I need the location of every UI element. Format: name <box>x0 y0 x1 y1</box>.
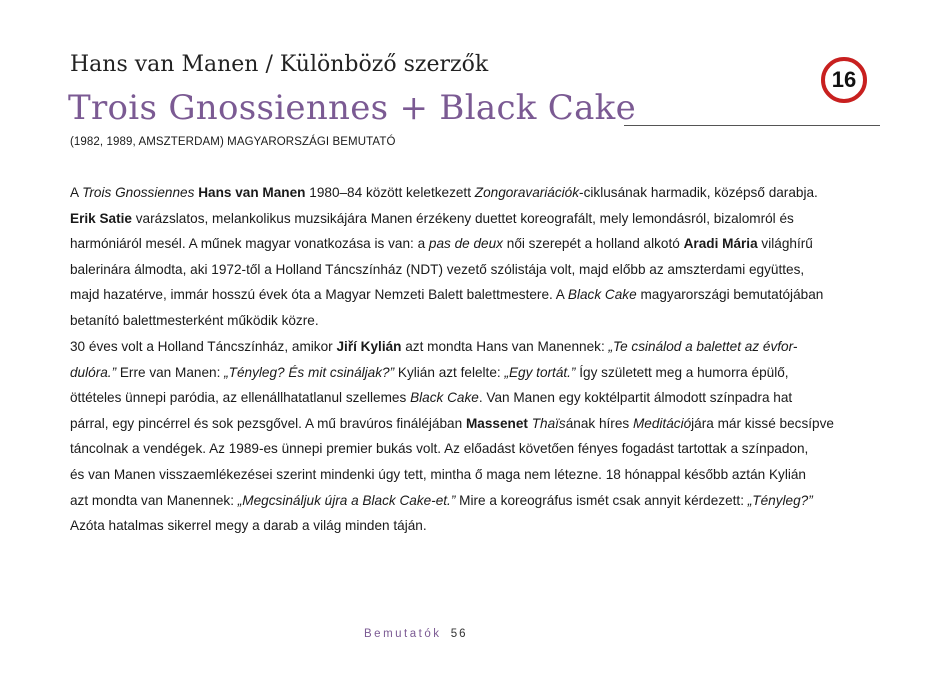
quote: „Egy tortát.” <box>504 364 576 380</box>
text-run: Kylián azt felelte: <box>394 364 505 380</box>
text-run: Így született meg a humorra épülő, <box>575 364 789 380</box>
work-title: Black Cake <box>567 287 637 303</box>
footer-section-label: Bemutatók <box>364 628 442 640</box>
text-line <box>70 308 870 334</box>
text-run: . Van Manen egy koktélpartit álmodott színpadra hat <box>478 390 793 406</box>
premiere-subtitle: (1982, 1989, AMSZTERDAM) MAGYARORSZÁGI BEMUTATÓ <box>70 136 396 148</box>
text-line <box>70 411 870 437</box>
text-run: táncolnak a vendégek. Az 1989-es ünnepi premier bukás volt. Az előadást követően fényes fogadást tartottak a színpadon, <box>70 441 809 457</box>
text-run: ának híres <box>565 415 633 431</box>
text-line <box>70 436 870 462</box>
text-line <box>70 257 870 283</box>
text-run: párral, egy pincérrel és sok pezsgővel. A mű bravúros fináléjában <box>70 415 466 431</box>
paragraph-2 <box>70 334 870 539</box>
age-rating-badge: 16 <box>821 57 867 103</box>
text-run: -ciklusának harmadik, középső darabja. <box>579 185 818 200</box>
work-title: Zongoravariációk <box>474 185 580 200</box>
quote: „Te csinálod a balettet az évfor- <box>608 339 798 354</box>
text-run: magyarországi bemutatójában <box>636 287 824 303</box>
text-run: világhírű <box>757 236 813 252</box>
text-run: majd hazatérve, immár hosszú évek óta a Magyar Nemzeti Balett balettmestere. A <box>70 287 568 303</box>
text-run: női szerepét a holland alkotó <box>502 236 684 252</box>
text-run: balerinára álmodta, aki 1972-től a Holland Táncszínház (NDT) vezető szólistája volt, majd előbb az amszterdami együttes, <box>70 261 805 277</box>
text-run: harmóniáról mesél. A műnek magyar vonatkozása is van: a <box>70 236 429 252</box>
paragraph-1 <box>70 180 870 334</box>
dance-term: pas de deux <box>428 236 503 252</box>
text-run: jára már kissé becsípve <box>691 415 834 431</box>
text-run: 30 éves volt a Holland Táncszínház, amikor <box>70 339 337 354</box>
text-line <box>70 180 870 206</box>
text-line <box>70 360 870 386</box>
text-line <box>70 385 870 411</box>
page-title: Trois Gnossiennes + Black Cake <box>68 88 637 128</box>
text-run: és van Manen visszaemlékezései szerint mindenki úgy tett, mintha ő maga nem létezne. 18 hónappal később aztán Kylián <box>70 466 806 482</box>
person-name: Aradi Mária <box>683 236 758 252</box>
page-footer <box>364 628 467 640</box>
text-run: betanító balettmesterként működik közre. <box>70 312 319 328</box>
person-name: Erik Satie <box>70 210 132 226</box>
text-run: Erre van Manen: <box>116 364 225 380</box>
quote: „Megcsináljuk újra a Black Cake-et.” <box>237 492 456 508</box>
text-run: azt mondta van Manennek: <box>70 492 238 508</box>
person-name: Jiří Kylián <box>336 339 402 354</box>
text-run: öttételes ünnepi paródia, az ellenállhatatlanul szellemes <box>70 390 411 406</box>
text-run: Azóta hatalmas sikerrel megy a darab a világ minden táján. <box>70 518 427 534</box>
text-line <box>70 206 870 232</box>
text-run: 1980–84 között keletkezett <box>305 185 475 200</box>
quote: „Tényleg? És mit csináljak?” <box>224 364 395 380</box>
text-line <box>70 513 870 539</box>
text-run: A <box>70 185 83 200</box>
authors-line: Hans van Manen / Különböző szerzők <box>70 52 489 77</box>
text-line <box>70 231 870 257</box>
work-title: Trois Gnossiennes <box>82 185 195 200</box>
work-title: Thaïs <box>531 415 566 431</box>
quote: „Tényleg?” <box>747 492 813 508</box>
text-run: Mire a koreográfus ismét csak annyit kérdezett: <box>455 492 748 508</box>
text-line <box>70 282 870 308</box>
person-name: Massenet <box>465 415 528 431</box>
text-run: azt mondta Hans van Manennek: <box>401 339 609 354</box>
quote: dulóra.” <box>70 364 117 380</box>
text-line <box>70 334 870 360</box>
text-line <box>70 488 870 514</box>
text-line <box>70 462 870 488</box>
page-number: 56 <box>450 628 468 640</box>
text-run: varázslatos, melankolikus muzsikájára Manen érzékeny duettet koreografált, mely lemondásról, bizalomról és <box>131 210 794 226</box>
work-title: Meditáció <box>632 415 692 431</box>
person-name: Hans van Manen <box>198 185 306 200</box>
title-row <box>68 88 880 134</box>
work-title: Black Cake <box>410 390 479 406</box>
title-rule <box>624 125 880 126</box>
